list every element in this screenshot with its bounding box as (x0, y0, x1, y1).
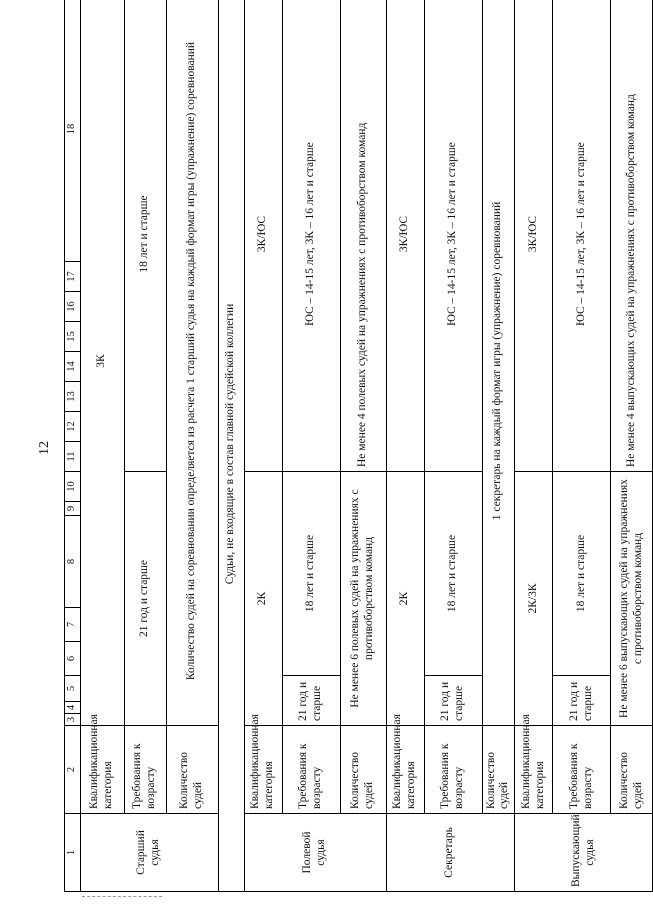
release-count-label: Количество судей (611, 726, 653, 814)
secretary-count-row (482, 0, 515, 892)
field-qual-row (244, 0, 282, 892)
senior-qual-value: 3К (80, 0, 124, 726)
release-count-a: Не менее 6 выпускающих судей на упражнениях с противоборством команд (611, 472, 653, 726)
header-cell: 12 (65, 412, 81, 442)
header-cell: 18 (65, 0, 81, 262)
release-role: Выпускающий судья (515, 814, 653, 892)
header-cell: 17 (65, 262, 81, 292)
release-qual-label: Квалификационная категория (515, 726, 553, 814)
header-cell: 8 (65, 516, 81, 608)
section-title: Судьи, не входящие в состав главной судейской коллегии (218, 0, 244, 892)
senior-qual-label: Квалификационная категория (80, 726, 124, 814)
release-age-small: 21 год и старше (553, 676, 611, 726)
header-cell: 4 (65, 702, 81, 714)
header-cell: 3 (65, 714, 81, 726)
secretary-qual-label: Квалификационная категория (386, 726, 424, 814)
secretary-qual-b: 3К/ЮС (386, 0, 424, 472)
judges-requirements-table (64, 0, 653, 892)
page-number: 12 (37, 441, 52, 455)
header-cell: 1 (65, 814, 81, 892)
header-cell: 7 (65, 608, 81, 642)
release-age-label: Требования к возрасту (553, 726, 611, 814)
header-cell: 9 (65, 502, 81, 516)
secretary-age-row (424, 0, 482, 892)
field-count-row (340, 0, 386, 892)
field-age-a: 18 лет и старше (282, 472, 340, 676)
field-age-row (282, 0, 340, 892)
header-cell: 10 (65, 472, 81, 502)
field-count-a: Не менее 6 полевых судей на упражнениях с противоборством команд (340, 472, 386, 726)
section-title-row (218, 0, 244, 892)
senior-age-label: Требования к возрасту (124, 726, 166, 814)
release-qual-b: 3К/ЮС (515, 0, 553, 472)
field-role: Полевой судья (244, 814, 386, 892)
rotated-table-wrapper (64, 37, 644, 892)
senior-age-a: 21 год и старше (124, 472, 166, 726)
header-cell: 11 (65, 442, 81, 472)
header-cell: 2 (65, 726, 81, 814)
header-cell: 6 (65, 642, 81, 676)
secretary-qual-row (386, 0, 424, 892)
header-row (65, 0, 81, 892)
senior-age-b: 18 лет и старше (124, 0, 166, 472)
header-cell: 13 (65, 382, 81, 412)
field-count-b: Не менее 4 полевых судей на упражнениях с противоборством команд (340, 0, 386, 472)
senior-count-row (166, 0, 218, 892)
secretary-age-label: Требования к возрасту (424, 726, 482, 814)
field-age-b: ЮС – 14-15 лет, 3К – 16 лет и старше (282, 0, 340, 472)
secretary-age-small: 21 год и старше (424, 676, 482, 726)
header-cell: 14 (65, 352, 81, 382)
secretary-count-value: 1 секретарь на каждый формат игры (упражнение) соревнований (482, 0, 515, 726)
footer-rule (82, 896, 162, 897)
secretary-qual-a: 2К (386, 472, 424, 726)
release-qual-row (515, 0, 553, 892)
senior-age-row (124, 0, 166, 892)
secretary-role: Секретарь (386, 814, 515, 892)
senior-qual-row (80, 0, 124, 892)
field-qual-b: 3К/ЮС (244, 0, 282, 472)
senior-count-value: Количество судей на соревновании определяется из расчета 1 старший судья на каждый формат игры (упражнение) соревнований (166, 0, 218, 726)
release-age-row (553, 0, 611, 892)
field-count-label: Количество судей (340, 726, 386, 814)
senior-role: Старший судья (80, 814, 218, 892)
senior-count-label: Количество судей (166, 726, 218, 814)
release-count-b: Не менее 4 выпускающих судей на упражнениях с противоборством команд (611, 0, 653, 472)
secretary-count-label: Количество судей (482, 726, 515, 814)
release-age-a: 18 лет и старше (553, 472, 611, 676)
release-count-row (611, 0, 653, 892)
secretary-age-b: ЮС – 14-15 лет, 3К – 16 лет и старше (424, 0, 482, 472)
header-cell: 15 (65, 322, 81, 352)
header-cell: 16 (65, 292, 81, 322)
secretary-age-a: 18 лет и старше (424, 472, 482, 676)
field-qual-label: Квалификационная категория (244, 726, 282, 814)
header-cell: 5 (65, 676, 81, 702)
release-qual-a: 2К/3К (515, 472, 553, 726)
field-qual-a: 2К (244, 472, 282, 726)
field-age-small: 21 год и старше (282, 676, 340, 726)
field-age-label: Требования к возрасту (282, 726, 340, 814)
release-age-b: ЮС – 14-15 лет, 3К – 16 лет и старше (553, 0, 611, 472)
